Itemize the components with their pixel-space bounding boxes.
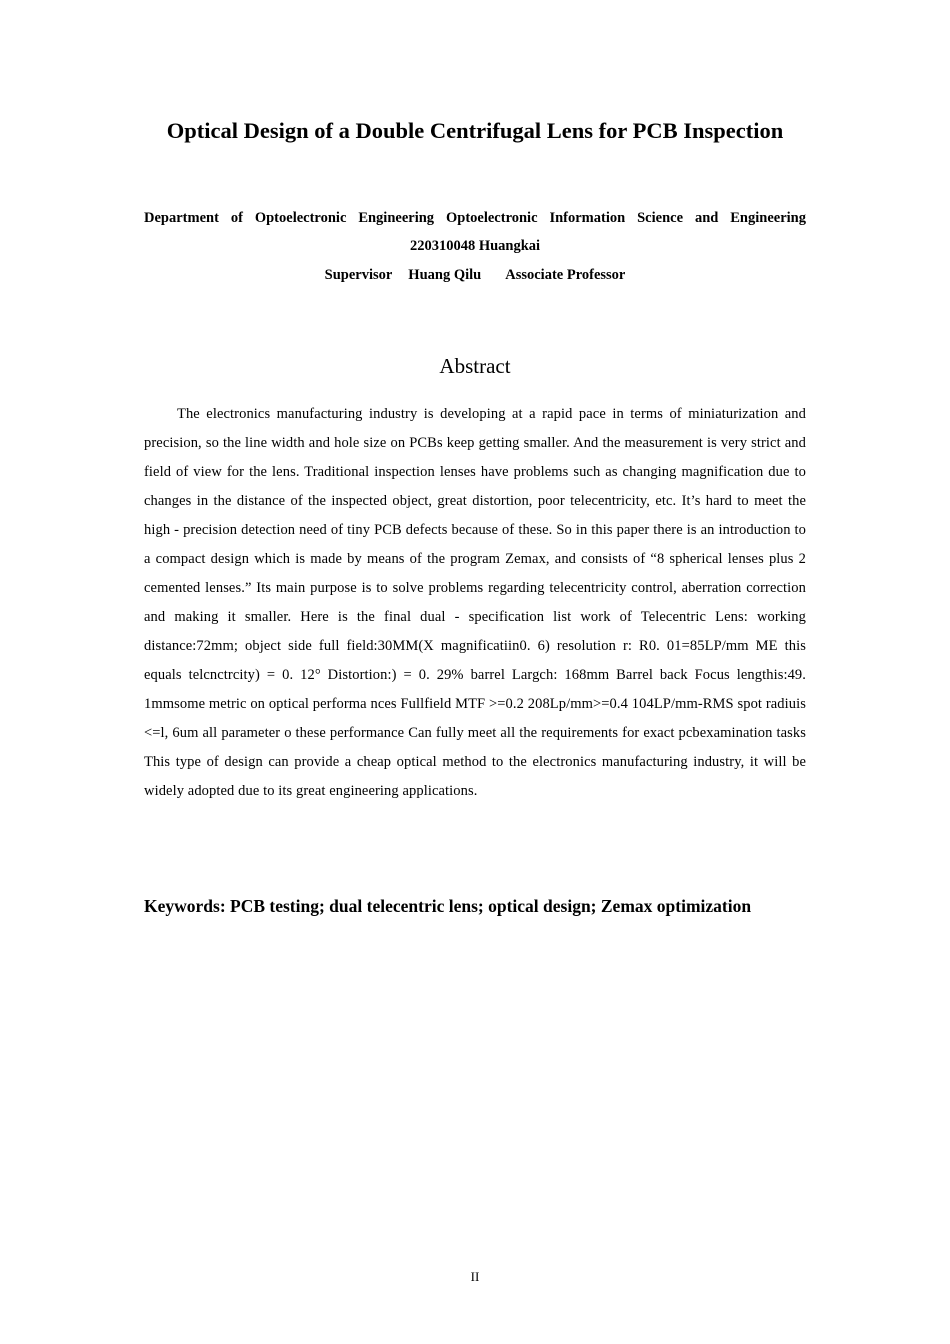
student-id-name: 220310048 Huangkai: [409, 238, 541, 254]
supervisor-line: [144, 265, 806, 285]
supervisor-name: Huang Qilu: [408, 267, 482, 283]
page-number: II: [470, 1269, 480, 1284]
keywords: Keywords: PCB testing; dual telecentric lens; optical design; Zemax optimization: [144, 896, 752, 916]
supervisor-title: Associate Professor: [505, 267, 626, 283]
paper-title: Optical Design of a Double Centrifugal Lens for PCB Inspection: [166, 118, 784, 143]
abstract-body: The electronics manufacturing industry is developing at a rapid pace in terms of miniaturization and precision, so the line width and hole size on PCBs keep getting smaller. And the measurement is very strict and field of view for the lens. Traditional inspection lenses have problems such as changing magnification due to changes in the distance of the inspected object, great distortion, poor telecentricity, etc. It’s hard to meet the high - precision detection need of tiny PCB defects because of these. So in this paper there is an introduction to a compact design which is made by means of the program Zemax, and consists of “8 spherical lenses plus 2 cemented lenses.” Its main purpose is to solve problems regarding telecentricity control, aberration correction and making it smaller. Here is the final dual - specification list work of Telecentric Lens: working distance:72mm; object side full field:30MM(X magnificatiin0. 6) resolution r: R0. 01=85LP/mm ME this equals telcnctrcity) = 0. 12° Distortion:) = 0. 29% barrel Largch: 168mm Barrel back Focus lengthis:49. 1mmsome metric on optical performa nces Fullfield MTF >=0.2 208Lp/mm>=0.4 104LP/mm-RMS spot radiuis <=l, 6um all parameter o these performance Can fully meet all the requirements for exact pcbexamination tasks This type of design can provide a cheap optical method to the electronics manufacturing industry, it will be widely adopted due to its great engineering applications.: [144, 406, 806, 799]
supervisor-label: Supervisor: [324, 267, 393, 283]
abstract-heading: Abstract: [439, 354, 511, 378]
department-line: Department of Optoelectronic Engineering Optoelectronic Information Science and Engineering: [144, 210, 806, 226]
